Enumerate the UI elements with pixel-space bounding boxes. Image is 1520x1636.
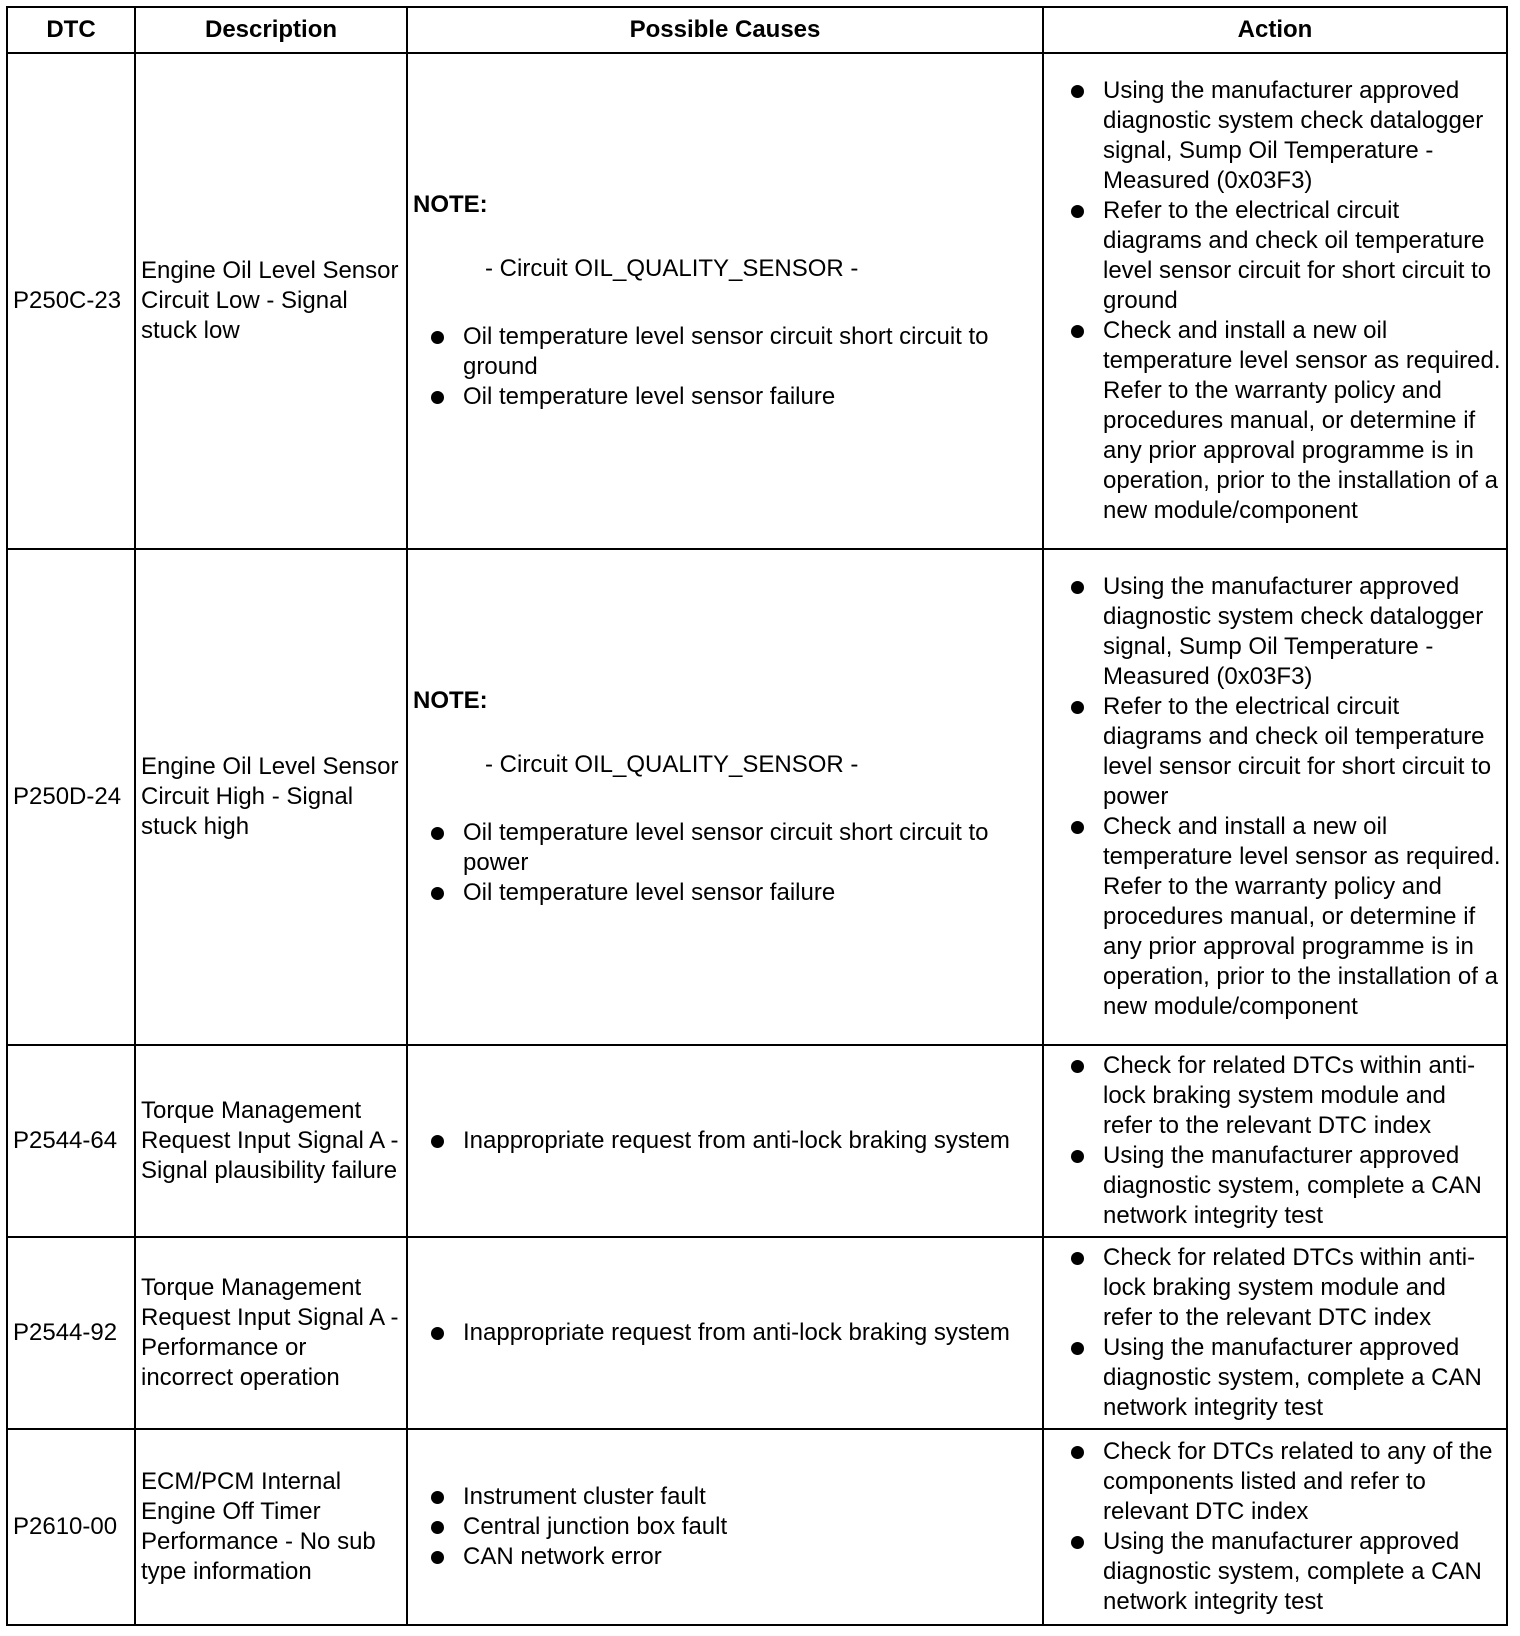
action-item [1069,196,1501,316]
circuit-name: - Circuit OIL_QUALITY_SENSOR - [485,255,859,282]
action-text: Using the manufacturer approved diagnostic system, complete a CAN network integrity test [1103,1334,1482,1421]
actions-list [1049,1051,1501,1231]
bullet-icon [1071,1060,1084,1073]
causes-list [413,1126,1037,1156]
circuit-name: - Circuit OIL_QUALITY_SENSOR - [485,751,859,778]
action-text: Check for related DTCs within anti-lock braking system module and refer to the relevant DTC index [1103,1052,1476,1139]
dtc-description: Engine Oil Level Sensor Circuit High - Signal stuck high [135,549,407,1045]
cause-text: CAN network error [463,1543,662,1570]
note-label: NOTE: [413,191,488,218]
bullet-icon [1071,85,1084,98]
bullet-icon [431,827,444,840]
action-text: Check and install a new oil temperature level sensor as required. Refer to the warranty policy and procedures manual, or determine if any prior approval programme is in operation, prior to the installation of a new module/component [1103,813,1501,1020]
table-row [7,1045,1507,1237]
actions-list [1049,76,1501,526]
dtc-code: P2544-64 [7,1045,135,1237]
cause-item [429,382,1037,412]
header-row [7,7,1507,53]
bullet-icon [431,887,444,900]
cause-text: Oil temperature level sensor circuit short circuit to power [463,819,989,876]
action-item [1069,76,1501,196]
bullet-icon [1071,1150,1084,1163]
bullet-icon [1071,325,1084,338]
possible-causes-cell [407,1237,1043,1429]
bullet-icon [1071,1536,1084,1549]
action-cell [1043,1429,1507,1625]
action-cell [1043,53,1507,549]
dtc-description: Torque Management Request Input Signal A - Performance or incorrect operation [135,1237,407,1429]
actions-list [1049,1437,1501,1617]
header-description: Description [135,7,407,53]
cause-item [429,1512,1037,1542]
bullet-icon [1071,1446,1084,1459]
action-text: Check and install a new oil temperature level sensor as required. Refer to the warranty policy and procedures manual, or determine if any prior approval programme is in operation, prior to the installation of a new module/component [1103,317,1501,524]
action-item [1069,1141,1501,1231]
action-cell [1043,1045,1507,1237]
bullet-icon [431,1551,444,1564]
actions-list [1049,572,1501,1022]
dtc-code: P2610-00 [7,1429,135,1625]
action-item [1069,1243,1501,1333]
dtc-description: Engine Oil Level Sensor Circuit Low - Signal stuck low [135,53,407,549]
action-text: Refer to the electrical circuit diagrams and check oil temperature level sensor circuit for short circuit to ground [1103,197,1492,314]
bullet-icon [1071,581,1084,594]
cause-text: Oil temperature level sensor failure [463,879,836,906]
dtc-code: P250C-23 [7,53,135,549]
header-possible-causes: Possible Causes [407,7,1043,53]
bullet-icon [431,1521,444,1534]
action-item [1069,316,1501,526]
cause-text: Instrument cluster fault [463,1483,706,1510]
cause-text: Oil temperature level sensor failure [463,383,836,410]
dtc-description: Torque Management Request Input Signal A - Signal plausibility failure [135,1045,407,1237]
action-cell [1043,549,1507,1045]
action-text: Check for related DTCs within anti-lock braking system module and refer to the relevant DTC index [1103,1244,1476,1331]
bullet-icon [1071,821,1084,834]
cause-item [429,322,1037,382]
dtc-code: P2544-92 [7,1237,135,1429]
table-row [7,549,1507,1045]
bullet-icon [431,391,444,404]
causes-list [413,1482,1037,1572]
action-item [1069,812,1501,1022]
possible-causes-cell [407,1429,1043,1625]
action-text: Using the manufacturer approved diagnostic system check datalogger signal, Sump Oil Temperature - Measured (0x03F3) [1103,573,1484,690]
table-row [7,1237,1507,1429]
cause-item [429,1126,1037,1156]
cause-item [429,878,1037,908]
cause-item [429,1318,1037,1348]
header-dtc: DTC [7,7,135,53]
action-text: Using the manufacturer approved diagnostic system check datalogger signal, Sump Oil Temperature - Measured (0x03F3) [1103,77,1484,194]
cause-text: Central junction box fault [463,1513,728,1540]
cause-text: Inappropriate request from anti-lock braking system [463,1127,1010,1154]
bullet-icon [1071,1342,1084,1355]
bullet-icon [1071,1252,1084,1265]
possible-causes-cell [407,1045,1043,1237]
bullet-icon [431,1135,444,1148]
causes-list [413,1318,1037,1348]
bullet-icon [431,1491,444,1504]
bullet-icon [1071,701,1084,714]
action-item [1069,1051,1501,1141]
action-cell [1043,1237,1507,1429]
action-item [1069,1527,1501,1617]
dtc-table [6,6,1508,1626]
action-item [1069,572,1501,692]
action-item [1069,692,1501,812]
dtc-description: ECM/PCM Internal Engine Off Timer Performance - No sub type information [135,1429,407,1625]
actions-list [1049,1243,1501,1423]
causes-list [413,818,1037,908]
bullet-icon [1071,205,1084,218]
cause-item [429,1482,1037,1512]
action-item [1069,1333,1501,1423]
causes-list [413,322,1037,412]
possible-causes-cell [407,53,1043,549]
action-text: Using the manufacturer approved diagnostic system, complete a CAN network integrity test [1103,1142,1482,1229]
bullet-icon [431,331,444,344]
action-text: Using the manufacturer approved diagnostic system, complete a CAN network integrity test [1103,1528,1482,1615]
cause-text: Oil temperature level sensor circuit short circuit to ground [463,323,989,380]
action-text: Check for DTCs related to any of the components listed and refer to relevant DTC index [1103,1438,1493,1525]
cause-item [429,818,1037,878]
note-label: NOTE: [413,687,488,714]
possible-causes-cell [407,549,1043,1045]
cause-item [429,1542,1037,1572]
table-row [7,1429,1507,1625]
action-text: Refer to the electrical circuit diagrams and check oil temperature level sensor circuit for short circuit to power [1103,693,1492,810]
action-item [1069,1437,1501,1527]
header-action: Action [1043,7,1507,53]
cause-text: Inappropriate request from anti-lock braking system [463,1319,1010,1346]
table-row [7,53,1507,549]
dtc-code: P250D-24 [7,549,135,1045]
bullet-icon [431,1327,444,1340]
